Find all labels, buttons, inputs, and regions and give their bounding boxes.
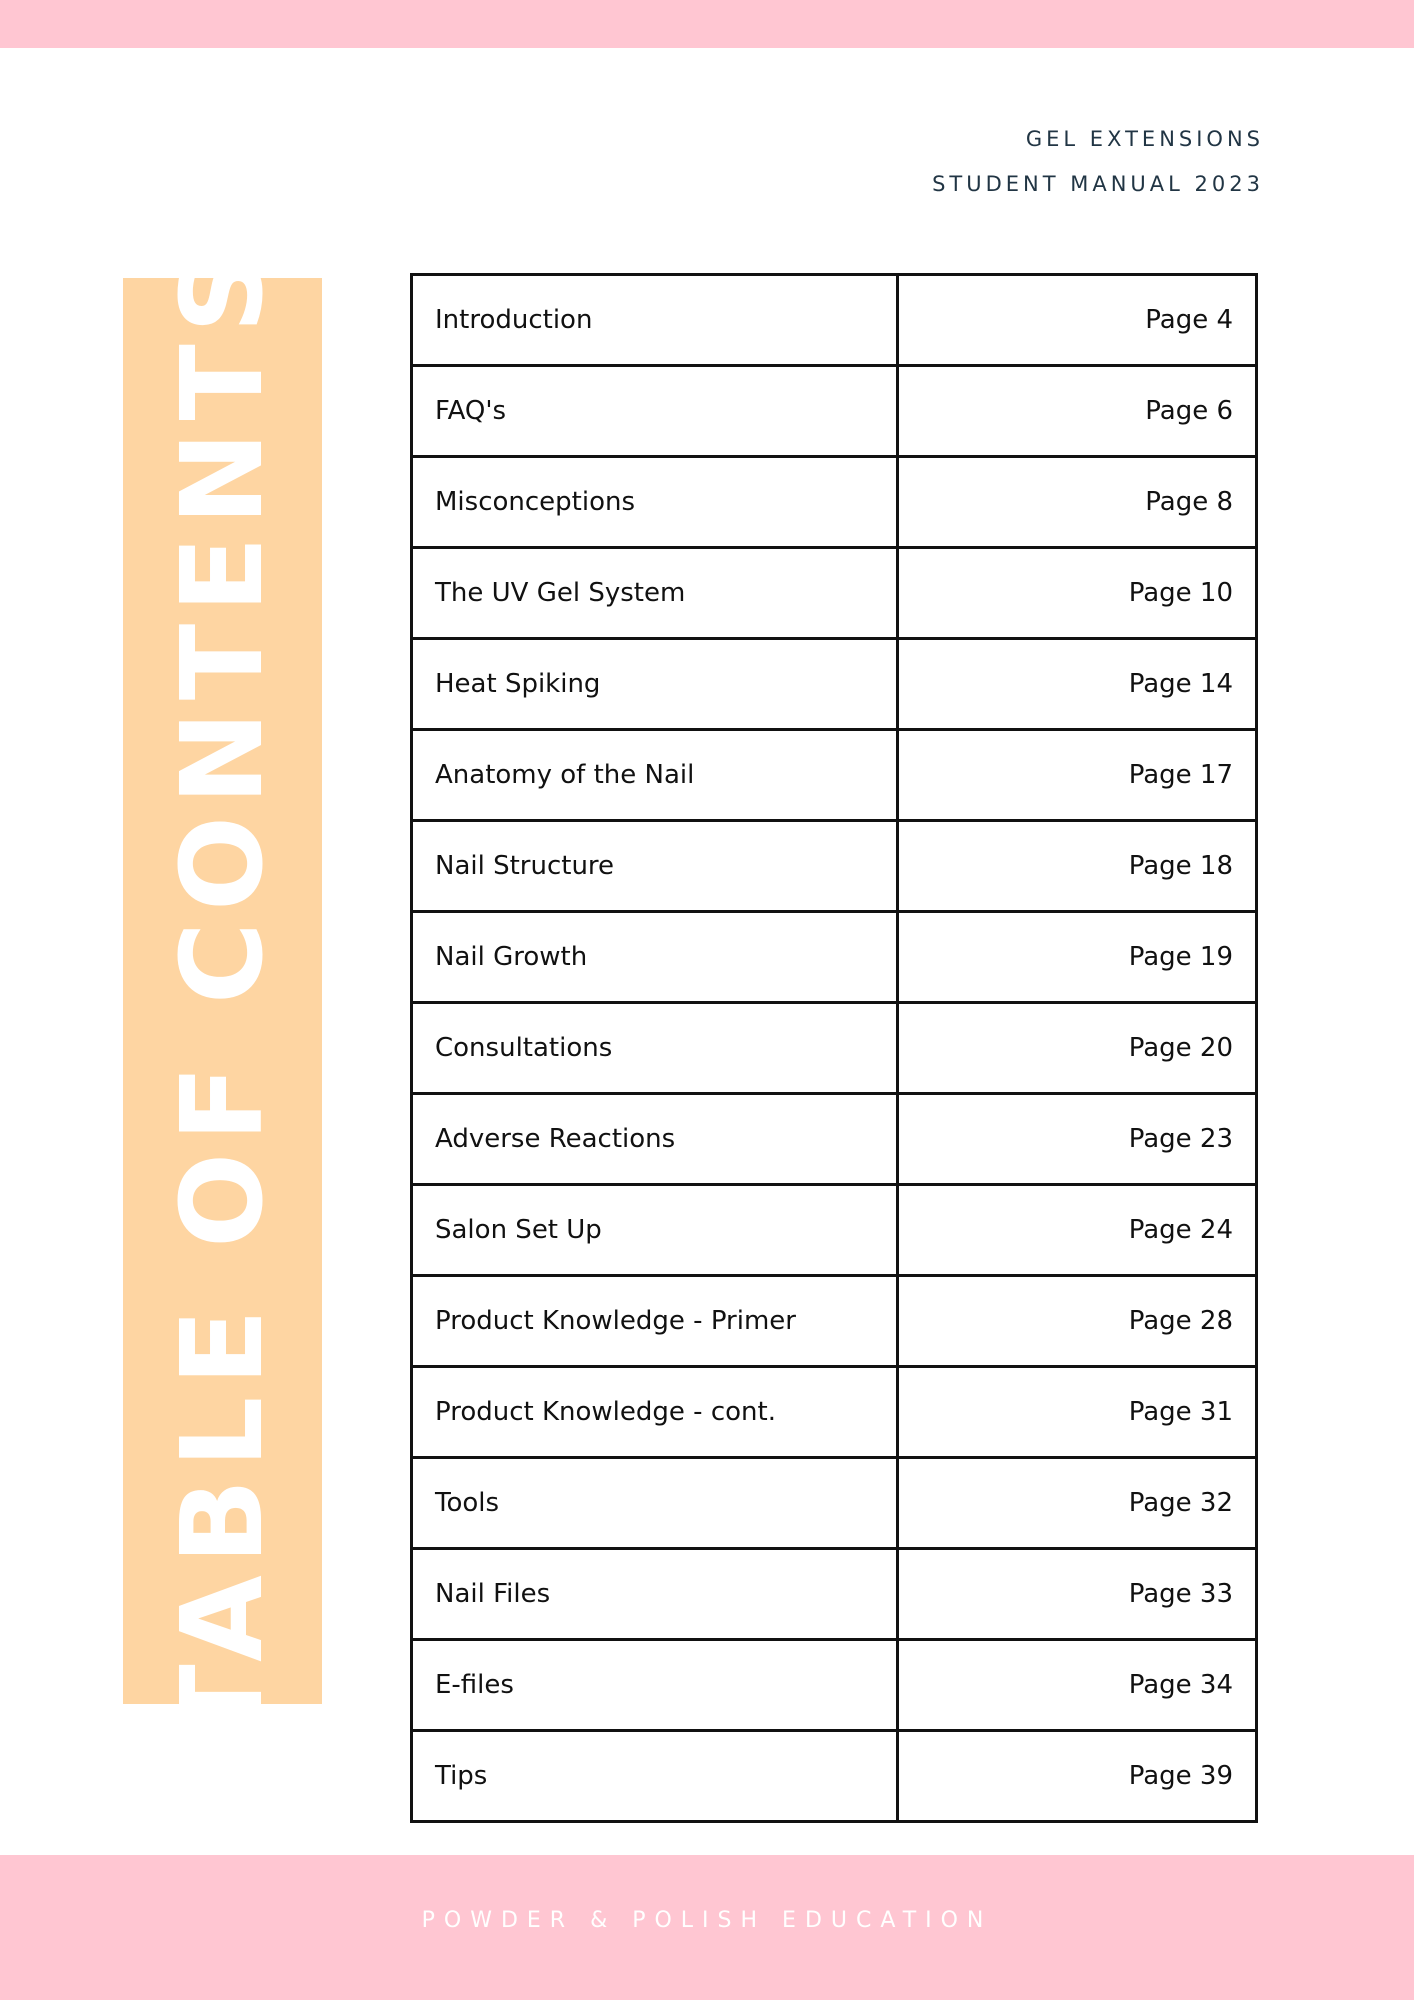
toc-entry-title: Tips — [412, 1731, 898, 1822]
toc-entry-title: Nail Growth — [412, 912, 898, 1003]
toc-entry-page: Page 32 — [898, 1458, 1257, 1549]
toc-entry-page: Page 23 — [898, 1094, 1257, 1185]
toc-entry-page: Page 4 — [898, 275, 1257, 366]
toc-entry-page: Page 17 — [898, 730, 1257, 821]
footer-brand-text: POWDER & POLISH EDUCATION — [421, 1908, 993, 1933]
toc-entry-title: Adverse Reactions — [412, 1094, 898, 1185]
toc-row — [412, 457, 1257, 548]
toc-entry-page: Page 18 — [898, 821, 1257, 912]
toc-row — [412, 1094, 1257, 1185]
toc-row — [412, 1276, 1257, 1367]
toc-entry-title: Introduction — [412, 275, 898, 366]
document-header — [932, 117, 1264, 207]
toc-row — [412, 821, 1257, 912]
toc-entry-title: E-files — [412, 1640, 898, 1731]
toc-row — [412, 275, 1257, 366]
toc-entry-page: Page 33 — [898, 1549, 1257, 1640]
toc-entry-title: Anatomy of the Nail — [412, 730, 898, 821]
toc-entry-title: Salon Set Up — [412, 1185, 898, 1276]
toc-entry-title: FAQ's — [412, 366, 898, 457]
toc-entry-title: The UV Gel System — [412, 548, 898, 639]
toc-row — [412, 1185, 1257, 1276]
toc-entry-page: Page 28 — [898, 1276, 1257, 1367]
header-line-student-manual: STUDENT MANUAL 2023 — [932, 172, 1264, 196]
toc-entry-page: Page 6 — [898, 366, 1257, 457]
toc-entry-page: Page 20 — [898, 1003, 1257, 1094]
toc-entry-title: Misconceptions — [412, 457, 898, 548]
toc-entry-title: Heat Spiking — [412, 639, 898, 730]
toc-row — [412, 912, 1257, 1003]
toc-table-body — [412, 275, 1257, 1822]
toc-row — [412, 1549, 1257, 1640]
table-of-contents-banner — [123, 241, 322, 1741]
toc-entry-title: Product Knowledge - cont. — [412, 1367, 898, 1458]
toc-table — [410, 273, 1258, 1823]
toc-row — [412, 1367, 1257, 1458]
toc-row — [412, 1640, 1257, 1731]
toc-entry-page: Page 24 — [898, 1185, 1257, 1276]
toc-row — [412, 639, 1257, 730]
toc-entry-title: Tools — [412, 1458, 898, 1549]
toc-entry-page: Page 34 — [898, 1640, 1257, 1731]
toc-entry-title: Consultations — [412, 1003, 898, 1094]
toc-entry-title: Nail Files — [412, 1549, 898, 1640]
toc-entry-page: Page 39 — [898, 1731, 1257, 1822]
toc-entry-title: Product Knowledge - Primer — [412, 1276, 898, 1367]
toc-entry-page: Page 8 — [898, 457, 1257, 548]
table-of-contents-title: TABLE OF CONTENTS — [157, 241, 288, 1741]
header-line-gel-extensions: GEL EXTENSIONS — [1025, 127, 1264, 151]
toc-row — [412, 1731, 1257, 1822]
toc-entry-page: Page 10 — [898, 548, 1257, 639]
toc-row — [412, 730, 1257, 821]
toc-row — [412, 1458, 1257, 1549]
toc-entry-title: Nail Structure — [412, 821, 898, 912]
toc-entry-page: Page 19 — [898, 912, 1257, 1003]
top-pink-band — [0, 0, 1414, 48]
toc-row — [412, 366, 1257, 457]
toc-row — [412, 548, 1257, 639]
toc-entry-page: Page 31 — [898, 1367, 1257, 1458]
toc-entry-page: Page 14 — [898, 639, 1257, 730]
toc-row — [412, 1003, 1257, 1094]
